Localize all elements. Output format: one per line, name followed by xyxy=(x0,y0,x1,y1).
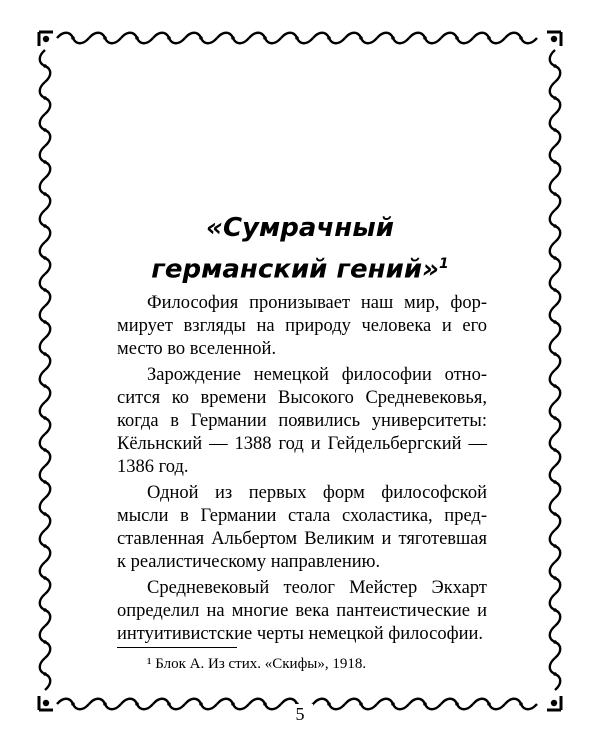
border-ornament xyxy=(409,33,441,44)
border-ornament xyxy=(550,242,561,274)
border-ornament xyxy=(550,210,561,242)
border-ornament xyxy=(550,626,561,658)
border-ornament xyxy=(550,402,561,434)
border-ornament xyxy=(40,82,51,114)
body-text xyxy=(117,292,487,649)
border-ornament xyxy=(40,210,51,242)
paragraph: Средневековый теолог Мейстер Экхарт определил на многие века пантеистические и интуитивистские черты немецкой философии. xyxy=(117,578,487,644)
chapter-title-line-1: «Сумрачный xyxy=(206,213,394,243)
border-ornament xyxy=(40,562,51,594)
page-number-container xyxy=(0,703,600,725)
border-ornament xyxy=(40,530,51,562)
border-ornament xyxy=(40,626,51,658)
border-ornament xyxy=(313,33,345,44)
border-ornament xyxy=(550,530,561,562)
border-ornament xyxy=(40,338,51,370)
border-ornament xyxy=(40,498,51,530)
paragraph: Одной из первых форм философской мысли в Германии стала схоластика, представленная Альбертом Великим и тяготевшая к реалистическому направлению. xyxy=(117,483,487,572)
border-ornament xyxy=(473,33,505,44)
border-ornament xyxy=(550,434,561,466)
border-ornament xyxy=(40,370,51,402)
border-ornament xyxy=(550,370,561,402)
page-number: 5 xyxy=(288,704,313,724)
border-ornament xyxy=(345,33,377,44)
border-ornament xyxy=(550,146,561,178)
footnote: ¹ Блок А. Из стих. «Скифы», 1918. xyxy=(147,656,367,672)
border-ornament xyxy=(550,50,561,82)
border-ornament xyxy=(40,306,51,338)
footnote-reference: 1 xyxy=(438,256,449,272)
border-ornament xyxy=(40,146,51,178)
border-ornament xyxy=(40,178,51,210)
chapter-title-line-2 xyxy=(60,246,540,288)
border-ornament xyxy=(441,33,473,44)
border-ornament xyxy=(550,178,561,210)
footnote-divider xyxy=(117,647,237,648)
chapter-title xyxy=(60,210,540,288)
chapter-title-line-2-text: германский гений» xyxy=(151,254,439,285)
paragraph: Философия пронизывает наш мир, формирует взгляды на природу человека и его место во вселенной. xyxy=(117,293,487,359)
border-ornament xyxy=(40,402,51,434)
border-ornament xyxy=(550,274,561,306)
border-ornament xyxy=(40,274,51,306)
border-ornament xyxy=(57,33,89,44)
border-ornament xyxy=(185,33,217,44)
border-ornament xyxy=(40,594,51,626)
border-ornament xyxy=(550,82,561,114)
border-ornament xyxy=(505,33,537,44)
border-ornament xyxy=(550,562,561,594)
border-ornament xyxy=(550,466,561,498)
border-ornament xyxy=(249,33,281,44)
border-ornament xyxy=(40,434,51,466)
border-ornament xyxy=(550,338,561,370)
border-ornament xyxy=(40,242,51,274)
border-ornament xyxy=(153,33,185,44)
border-ornament xyxy=(89,33,121,44)
border-ornament xyxy=(40,114,51,146)
border-ornament xyxy=(550,658,561,690)
border-ornament xyxy=(281,33,313,44)
border-ornament xyxy=(550,498,561,530)
border-ornament xyxy=(40,658,51,690)
paragraph: Зарождение немецкой философии относится ко времени Высокого Средневековья, когда в Германии появились университеты: Кёльнский — 1388 год и Гейдельбергский — 1386 год. xyxy=(117,365,487,477)
border-ornament xyxy=(40,50,51,82)
border-ornament xyxy=(550,306,561,338)
border-ornament xyxy=(217,33,249,44)
border-ornament xyxy=(377,33,409,44)
border-ornament xyxy=(121,33,153,44)
border-ornament xyxy=(40,466,51,498)
border-ornament xyxy=(550,594,561,626)
border-ornament xyxy=(550,114,561,146)
